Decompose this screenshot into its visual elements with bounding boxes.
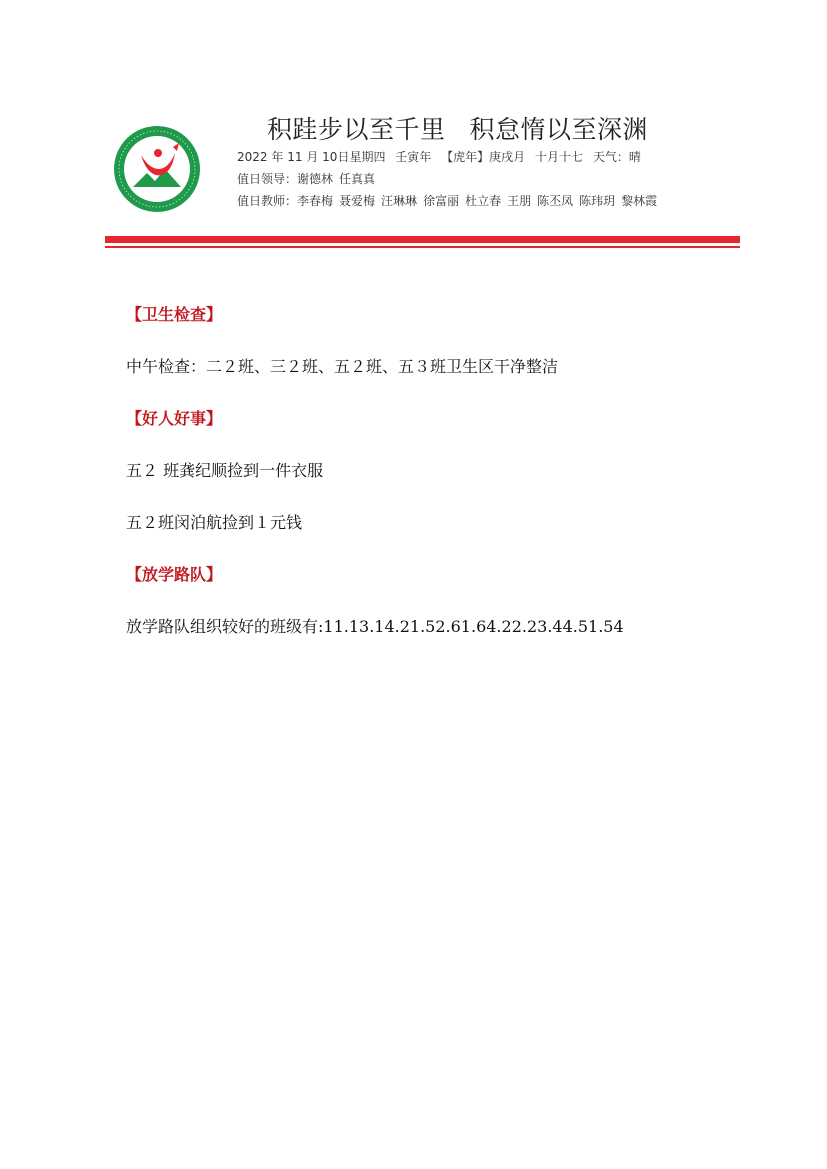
duty-teacher: 陈丕凤 — [537, 194, 574, 208]
good-deed-paragraph: 五２ 班龚纪顺捡到一件衣服 — [126, 461, 324, 480]
good-deed-paragraph: 五２班闵泊航捡到１元钱 — [126, 513, 303, 532]
motto-part-1: 积跬步以至千里 — [267, 115, 446, 144]
duty-teacher: 黎林霞 — [621, 194, 658, 208]
duty-teachers-label: 值日教师： — [237, 194, 298, 208]
lunar-day: 十月十七 — [535, 150, 584, 164]
motto-part-2: 积怠惰以至深渊 — [469, 115, 649, 144]
weather-value: 晴 — [628, 150, 641, 164]
date-month-unit: 月 — [306, 150, 319, 164]
header-divider-thick — [105, 236, 740, 243]
section-heading-dismissal-lines: 【放学路队】 — [126, 565, 223, 584]
header-divider-thin — [105, 246, 740, 248]
zodiac-year: 【虎年】 — [441, 150, 490, 164]
duty-leader: 谢德林 — [297, 172, 334, 186]
duty-teacher: 聂爱梅 — [339, 194, 376, 208]
date-year: 2022 — [237, 150, 268, 164]
duty-leaders-label: 值日领导： — [237, 172, 298, 186]
duty-leader: 任真真 — [339, 172, 376, 186]
date-day-unit: 日星期四 — [337, 150, 386, 164]
duty-teacher: 汪琳琳 — [381, 194, 418, 208]
section-heading-hygiene: 【卫生检查】 — [126, 305, 223, 324]
date-year-unit: 年 — [271, 150, 284, 164]
date-month: 11 — [287, 150, 303, 164]
lunar-month: 庚戌月 — [489, 150, 526, 164]
duty-teacher: 王朋 — [507, 194, 532, 208]
duty-teacher: 杜立春 — [465, 194, 502, 208]
duty-leaders-line — [237, 170, 381, 187]
duty-teachers-line — [237, 192, 663, 209]
duty-teacher: 陈玮玥 — [579, 194, 616, 208]
date-line — [237, 148, 641, 165]
hygiene-paragraph: 中午检查：二２班、三２班、五２班、五３班卫生区干净整洁 — [126, 357, 559, 376]
dismissal-lines-paragraph: 放学路队组织较好的班级有:11.13.14.21.52.61.64.22.23.44.51.54 — [126, 617, 624, 636]
ganzhi-year: 壬寅年 — [395, 150, 432, 164]
section-heading-good-deeds: 【好人好事】 — [126, 409, 223, 428]
weather-label: 天气： — [592, 150, 629, 164]
date-day: 10 — [322, 150, 338, 164]
header-motto — [267, 110, 648, 146]
duty-teacher: 徐富丽 — [423, 194, 460, 208]
school-logo — [113, 125, 201, 213]
duty-teacher: 李春梅 — [297, 194, 334, 208]
